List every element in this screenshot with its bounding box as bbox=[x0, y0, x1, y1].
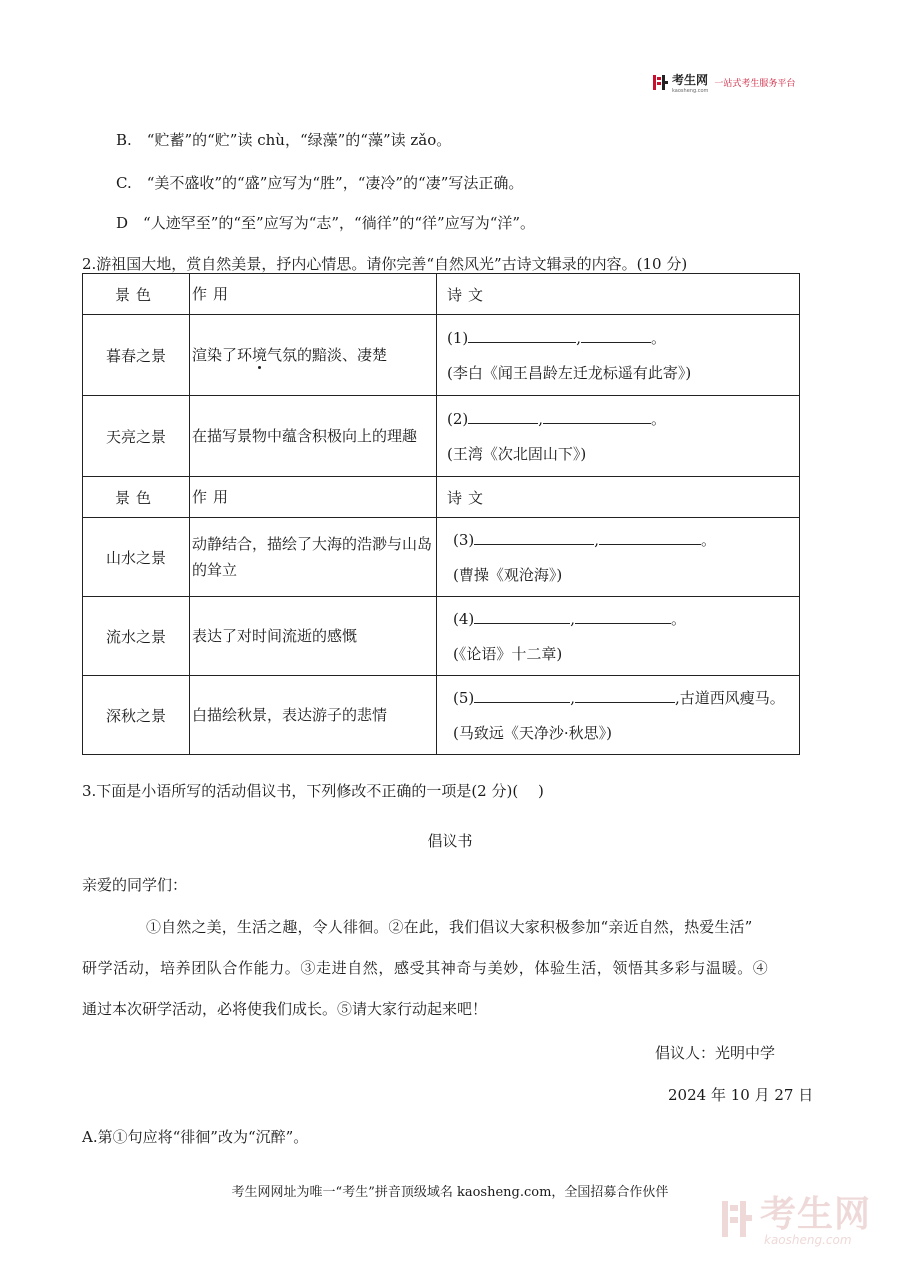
proposal-body-line: ①自然之美，生活之趣，令人徘徊。②在此，我们倡议大家积极参加“亲近自然，热爱生活” bbox=[146, 918, 753, 936]
table-row bbox=[83, 518, 800, 597]
site-logo[interactable] bbox=[652, 72, 795, 92]
watermark-name: 考生网 bbox=[760, 1194, 872, 1235]
logo-domain: kaosheng.com bbox=[672, 88, 709, 94]
blank-number: (3) bbox=[453, 531, 475, 549]
watermark bbox=[720, 1196, 871, 1246]
blank-number: (1) bbox=[447, 329, 469, 347]
logo-tagline: 一站式考生服务平台 bbox=[714, 78, 796, 89]
separator: , bbox=[594, 531, 600, 549]
separator: , bbox=[570, 610, 576, 628]
proposal-body-line: 通过本次研学活动，必将使我们成长。⑤请大家行动起来吧！ bbox=[82, 1000, 488, 1018]
scene-cell: 山水之景 bbox=[83, 518, 190, 597]
effect-cell bbox=[190, 315, 437, 396]
header-effect: 作用 bbox=[190, 274, 437, 315]
answer-blank[interactable] bbox=[468, 328, 576, 343]
question-3-stem: 3.下面是小语所写的活动倡议书，下列修改不正确的一项是(2 分)( ) bbox=[82, 782, 544, 800]
answer-blank[interactable] bbox=[474, 609, 570, 624]
option-b: B. “贮蓄”的“贮”读 chù，“绿藻”的“藻”读 zǎo。 bbox=[116, 131, 452, 149]
table-row bbox=[83, 396, 800, 477]
scene-cell: 流水之景 bbox=[83, 597, 190, 676]
poem-source: (李白《闻王昌龄左迁龙标遥有此寄》) bbox=[447, 364, 692, 382]
poem-cell bbox=[437, 597, 800, 676]
table-row bbox=[83, 676, 800, 755]
question-2-stem: 2.游祖国大地，赏自然美景，抒内心情思。请你完善“自然风光”古诗文辑录的内容。(10 分) bbox=[82, 255, 688, 273]
answer-blank[interactable] bbox=[543, 409, 651, 424]
answer-blank[interactable] bbox=[575, 609, 671, 624]
scene-cell: 深秋之景 bbox=[83, 676, 190, 755]
proposal-signer: 倡议人：光明中学 bbox=[655, 1044, 776, 1062]
poem-source: (马致远《天净沙·秋思》) bbox=[453, 724, 612, 742]
scene-cell: 天亮之景 bbox=[83, 396, 190, 477]
header-effect: 作用 bbox=[190, 477, 437, 518]
option-d: D “人迹罕至”的“至”应写为“志”，“徜徉”的“徉”应写为“洋”。 bbox=[116, 214, 536, 232]
effect-text: 渲染了环 bbox=[192, 346, 253, 364]
proposal-body-line: 研学活动，培养团队合作能力。③走进自然，感受其神奇与美妙，体验生活，领悟其多彩与温暖。④ bbox=[82, 959, 769, 977]
scene-cell: 暮春之景 bbox=[83, 315, 190, 396]
answer-blank[interactable] bbox=[468, 409, 538, 424]
poem-source: (王湾《次北固山下》) bbox=[447, 445, 587, 463]
answer-blank[interactable] bbox=[474, 688, 570, 703]
effect-text: 气氛的黯淡、凄楚 bbox=[267, 346, 388, 364]
effect-cell: 动静结合，描绘了大海的浩渺与山岛的耸立 bbox=[190, 518, 437, 597]
table-header-row bbox=[83, 274, 800, 315]
blank-number: (5) bbox=[453, 689, 475, 707]
separator: , bbox=[576, 329, 582, 347]
answer-blank[interactable] bbox=[474, 530, 594, 545]
logo-name: 考生网 bbox=[672, 73, 709, 87]
proposal-greeting: 亲爱的同学们： bbox=[82, 876, 188, 894]
answer-blank[interactable] bbox=[599, 530, 701, 545]
header-poem: 诗文 bbox=[437, 274, 800, 315]
table-row bbox=[83, 597, 800, 676]
poem-source: (《论语》十二章) bbox=[453, 645, 563, 663]
blank-number: (2) bbox=[447, 410, 469, 428]
header-poem: 诗文 bbox=[437, 477, 800, 518]
header-scene: 景色 bbox=[83, 477, 190, 518]
proposal-date: 2024 年 10 月 27 日 bbox=[668, 1086, 814, 1104]
line-end: 。 bbox=[651, 329, 667, 347]
answer-blank[interactable] bbox=[575, 688, 675, 703]
line-end: 。 bbox=[701, 531, 717, 549]
blank-number: (4) bbox=[453, 610, 475, 628]
table-header-row bbox=[83, 477, 800, 518]
kaosheng-watermark-icon bbox=[720, 1199, 754, 1243]
poem-cell bbox=[437, 396, 800, 477]
separator: , bbox=[538, 410, 544, 428]
kaosheng-logo-icon bbox=[652, 74, 669, 91]
answer-blank[interactable] bbox=[581, 328, 651, 343]
line-end: 。 bbox=[651, 410, 667, 428]
separator: , bbox=[570, 689, 576, 707]
poem-source: (曹操《观沧海》) bbox=[453, 566, 563, 584]
effect-cell: 在描写景物中蕴含积极向上的理趣 bbox=[190, 396, 437, 477]
option-c: C. “美不盛收”的“盛”应写为“胜”，“凄冷”的“凄”写法正确。 bbox=[116, 174, 524, 192]
option-a: A.第①句应将“徘徊”改为“沉醉”。 bbox=[82, 1128, 309, 1146]
table-row bbox=[83, 315, 800, 396]
poetry-table bbox=[82, 273, 800, 755]
watermark-domain: kaosheng.com bbox=[764, 1233, 852, 1247]
effect-cell: 白描绘秋景，表达游子的悲情 bbox=[190, 676, 437, 755]
line-end: 。 bbox=[671, 610, 687, 628]
proposal-title: 倡议书 bbox=[427, 832, 473, 850]
poem-cell bbox=[437, 676, 800, 755]
emphasis-char: 境 bbox=[252, 346, 268, 364]
effect-cell: 表达了对时间流逝的感慨 bbox=[190, 597, 437, 676]
header-scene: 景色 bbox=[83, 274, 190, 315]
poem-cell bbox=[437, 518, 800, 597]
footer-text: 考生网网址为唯一“考生”拼音顶级域名 kaosheng.com，全国招募合作伙伴 bbox=[231, 1185, 669, 1200]
poem-cell bbox=[437, 315, 800, 396]
line-end: ,古道西风瘦马。 bbox=[675, 689, 785, 707]
